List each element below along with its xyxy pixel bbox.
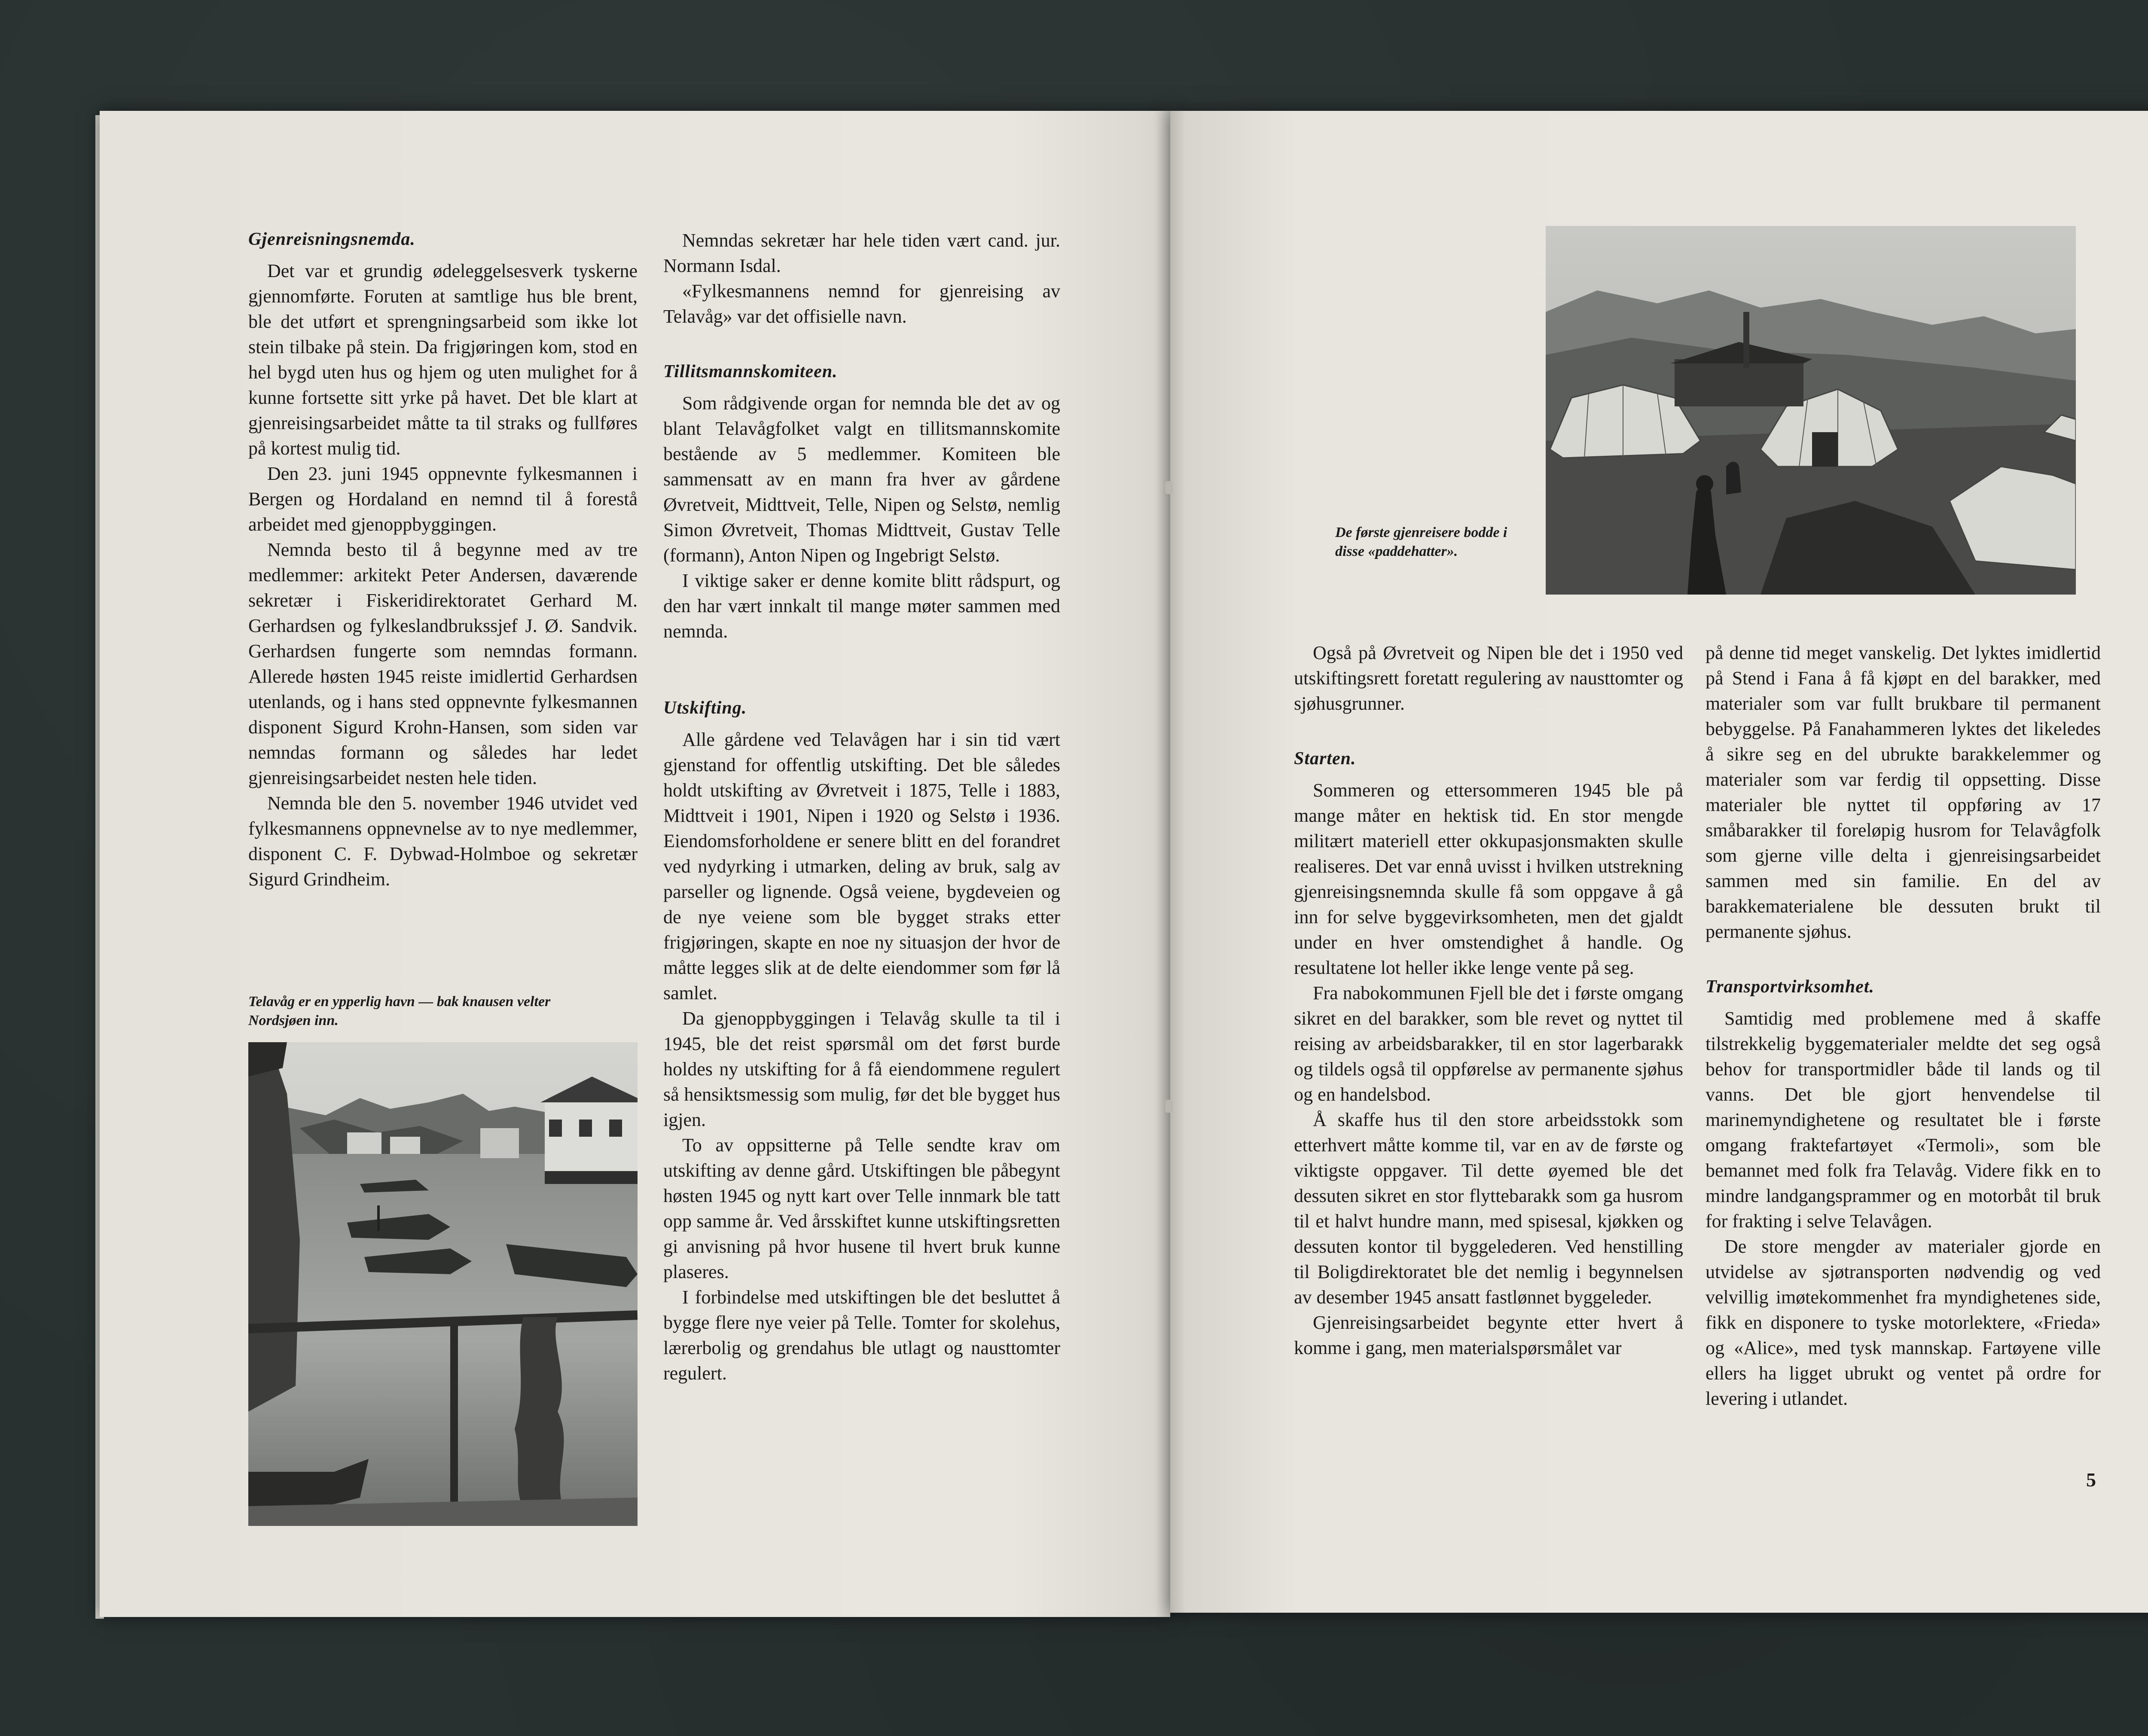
paragraph: Sommeren og ettersommeren 1945 ble på mange måter en hektisk tid. En stor mengde militært materiell etter okkupasjonsmakten skulle realiseres. Det var ennå uvisst i hvilken utstrekning gjenreisingsnemnda skulle få som oppgave å gå inn for selve byggevirksomheten, men det gjaldt under en hver omstendighet å handle. Og resultatene lot heller ikke lenge vente på seg.: [1294, 780, 1683, 978]
right-page: [1170, 111, 2148, 1613]
paragraph: Det var et grundig ødeleggelsesverk tyskerne gjennomførte. Foruten at samtlige hus ble brent, ble det utført et sprengningsarbeid som ikke lot stein tilbake på stein. Da frigjøringen kom, stod en hel bygd uten hus og hjem og uten mulighet for å kunne fortsette sitt yrke på havet. Det ble klart at gjenreisingsarbeidet måtte ta til straks og fullføres på kortest mulig tid.: [248, 260, 638, 459]
paragraph: I forbindelse med utskiftingen ble det besluttet å bygge flere nye veier på Telle. Tomter for skolehus, lærerbolig og grendahus ble utlagt og nausttomter regulert.: [663, 1287, 1060, 1384]
page-number: 5: [2086, 1469, 2096, 1491]
right-column-2: [1706, 640, 2101, 1411]
paragraph: Også på Øvretveit og Nipen ble det i 1950 ved utskiftingsrett foretatt regulering av nausttomter og sjøhusgrunner.: [1294, 642, 1683, 714]
paragraph: Nemnda ble den 5. november 1946 utvidet ved fylkesmannens oppnevnelse av to nye medlemmer, disponent C. F. Dybwad-Holmboe og sekretær Sigurd Grindheim.: [248, 793, 638, 890]
book-spine: [1156, 111, 1186, 1617]
paragraph: Samtidig med problemene med å skaffe tilstrekkelig byggematerialer meldte det seg også behov for transportmidler både til lands og til vanns. Det ble gjort henvendelse til marinemyndighetene og resultatet ble i første omgang fraktefartøyet «Termoli», som ble bemannet med folk fra Telavåg. Videre fikk en to mindre landgangsprammer og en motorbåt til bruk for frakting i selve Telavågen.: [1706, 1008, 2101, 1232]
section-heading: Transportvirksomhet.: [1706, 977, 1874, 997]
paragraph: Nemnda besto til å begynne med av tre medlemmer: arkitekt Peter Andersen, daværende sekretær i Fiskeridirektoratet Gerhard M. Gerhardsen og fylkeslandbrukssjef J. Ø. Sandvik. Gerhardsen fungerte som nemndas formann. Allerede høsten 1945 reiste imidlertid Gerhardsen utenlands, og i hans sted oppnevnte fylkesmannen disponent Sigurd Krohn-Hansen, som siden var nemndas formann og således har ledet gjenreisingsarbeidet nesten hele tiden.: [248, 539, 638, 788]
staple: [1165, 481, 1173, 494]
left-column-1: [248, 227, 638, 892]
harbor-photo-image: [248, 1042, 638, 1526]
section-heading: Tillitsmannskomiteen.: [663, 362, 838, 381]
right-column-1: [1294, 640, 1683, 1361]
paragraph: «Fylkesmannens nemnd for gjenreising av Telavåg» var det offisielle navn.: [663, 281, 1060, 327]
section-heading: Utskifting.: [663, 698, 747, 718]
paragraph: I viktige saker er denne komite blitt rådspurt, og den har vært innkalt til mange møter sammen med nemnda.: [663, 570, 1060, 642]
paragraph: Da gjenoppbyggingen i Telavåg skulle ta til i 1945, ble det reist spørsmål om det først burde holdes ny utskifting for å få eiendommene regulert så hensiktsmessig som mulig, før det ble bygget hus igjen.: [663, 1008, 1060, 1130]
tents-photo-image: [1546, 226, 2076, 595]
section-heading: Gjenreisningsnemda.: [248, 229, 415, 249]
photo-caption: De første gjenreisere bodde i disse «paddehatter».: [1335, 525, 1507, 559]
paragraph: Som rådgivende organ for nemnda ble det av og blant Telavågfolket valgt en tillitsmannskomite bestående av 5 medlemmer. Komiteen ble sammensatt av en mann fra hver av gårdene Øvretveit, Midttveit, Telle, Nipen og Selstø, nemlig Simon Øvretveit, Thomas Midttveit, Gustav Telle (formann), Anton Nipen og Ingebrigt Selstø.: [663, 393, 1060, 566]
paragraph: Fra nabokommunen Fjell ble det i første omgang sikret en del barakker, som ble revet og nyttet til reising av arbeidsbarakker, til en stor lagerbarakk og tildels også til oppførelse av permanente sjøhus og en handelsbod.: [1294, 982, 1683, 1105]
paragraph: Den 23. juni 1945 oppnevnte fylkesmannen i Bergen og Hordaland en nemnd til å forestå arbeidet med gjenoppbyggingen.: [248, 463, 638, 535]
harbor-photo: [248, 1042, 638, 1526]
paragraph: De store mengder av materialer gjorde en utvidelse av sjøtransporten nødvendig og ved velvillig imøtekommenhet fra myndighetenes side, fikk en disponere to tyske motorlektere, «Frieda» og «Alice», med tysk mannskap. Fartøyene ville ellers ha ligget ubrukt og ventet på ordre for levering i utlandet.: [1706, 1236, 2101, 1409]
photo-caption: Telavåg er en ypperlig havn — bak knausen velter Nordsjøen inn.: [248, 994, 551, 1028]
paragraph: Gjenreisingsarbeidet begynte etter hvert å komme i gang, men materialspørsmålet var: [1294, 1312, 1683, 1358]
paragraph: Å skaffe hus til den store arbeidsstokk som etterhvert måtte komme til, var en av de første og viktigste oppgaver. Til dette øyemed ble det dessuten sikret en stor flyttebarakk som ga husrom til et halvt hundre mann, med spisesal, kjøkken og dessuten kontor til byggelederen. Ved henstilling til Boligdirektoratet ble det nemlig i begynnelsen av desember 1945 ansatt fastlønnet byggeleder.: [1294, 1109, 1683, 1308]
paragraph: Nemndas sekretær har hele tiden vært cand. jur. Normann Isdal.: [663, 230, 1060, 276]
section-heading: Starten.: [1294, 749, 1356, 769]
left-column-2: [663, 228, 1060, 1386]
paragraph: To av oppsitterne på Telle sendte krav om utskifting av denne gård. Utskiftingen ble påbegynt høsten 1945 og nytt kart over Telle innmark ble tatt opp samme år. Ved årsskiftet kunne utskiftingsretten gi anvisning på hvor husene til hvert bruk kunne plaseres.: [663, 1135, 1060, 1282]
staple: [1165, 1100, 1173, 1113]
paragraph: Alle gårdene ved Telavågen har i sin tid vært gjenstand for offentlig utskifting. Det ble således holdt utskifting av Øvretveit i 1875, Telle i 1883, Midttveit i 1901, Nipen i 1920 og Selstø i 1936. Eiendomsforholdene er senere blitt en del forandret ved nydyrking i utmarken, deling av bruk, salg av parseller og lignende. Også veiene, bygdeveien og de nye veiene som ble bygget straks etter frigjøringen, skapte en noe ny situasjon der hvor de måtte legges slik at de delte eiendommer som før lå samlet.: [663, 729, 1060, 1004]
tents-photo: [1546, 226, 2076, 595]
left-page: [100, 111, 1170, 1617]
paragraph: på denne tid meget vanskelig. Det lyktes imidlertid på Stend i Fana å få kjøpt en del barakker, med materialer som var fullt brukbare til permanent bebyggelse. På Fanahammeren lyktes det likeledes å sikre seg en del ubrukte barakkelemmer og materialer som var ferdig til oppsetting. Disse materialer ble nyttet til oppføring av 17 småbarakker til foreløpig husrom for Telavågfolk som gjerne ville delta i gjenreisingsarbeidet sammen med sin familie. En del av barakkematerialene ble dessuten brukt til permanente sjøhus.: [1706, 642, 2101, 942]
